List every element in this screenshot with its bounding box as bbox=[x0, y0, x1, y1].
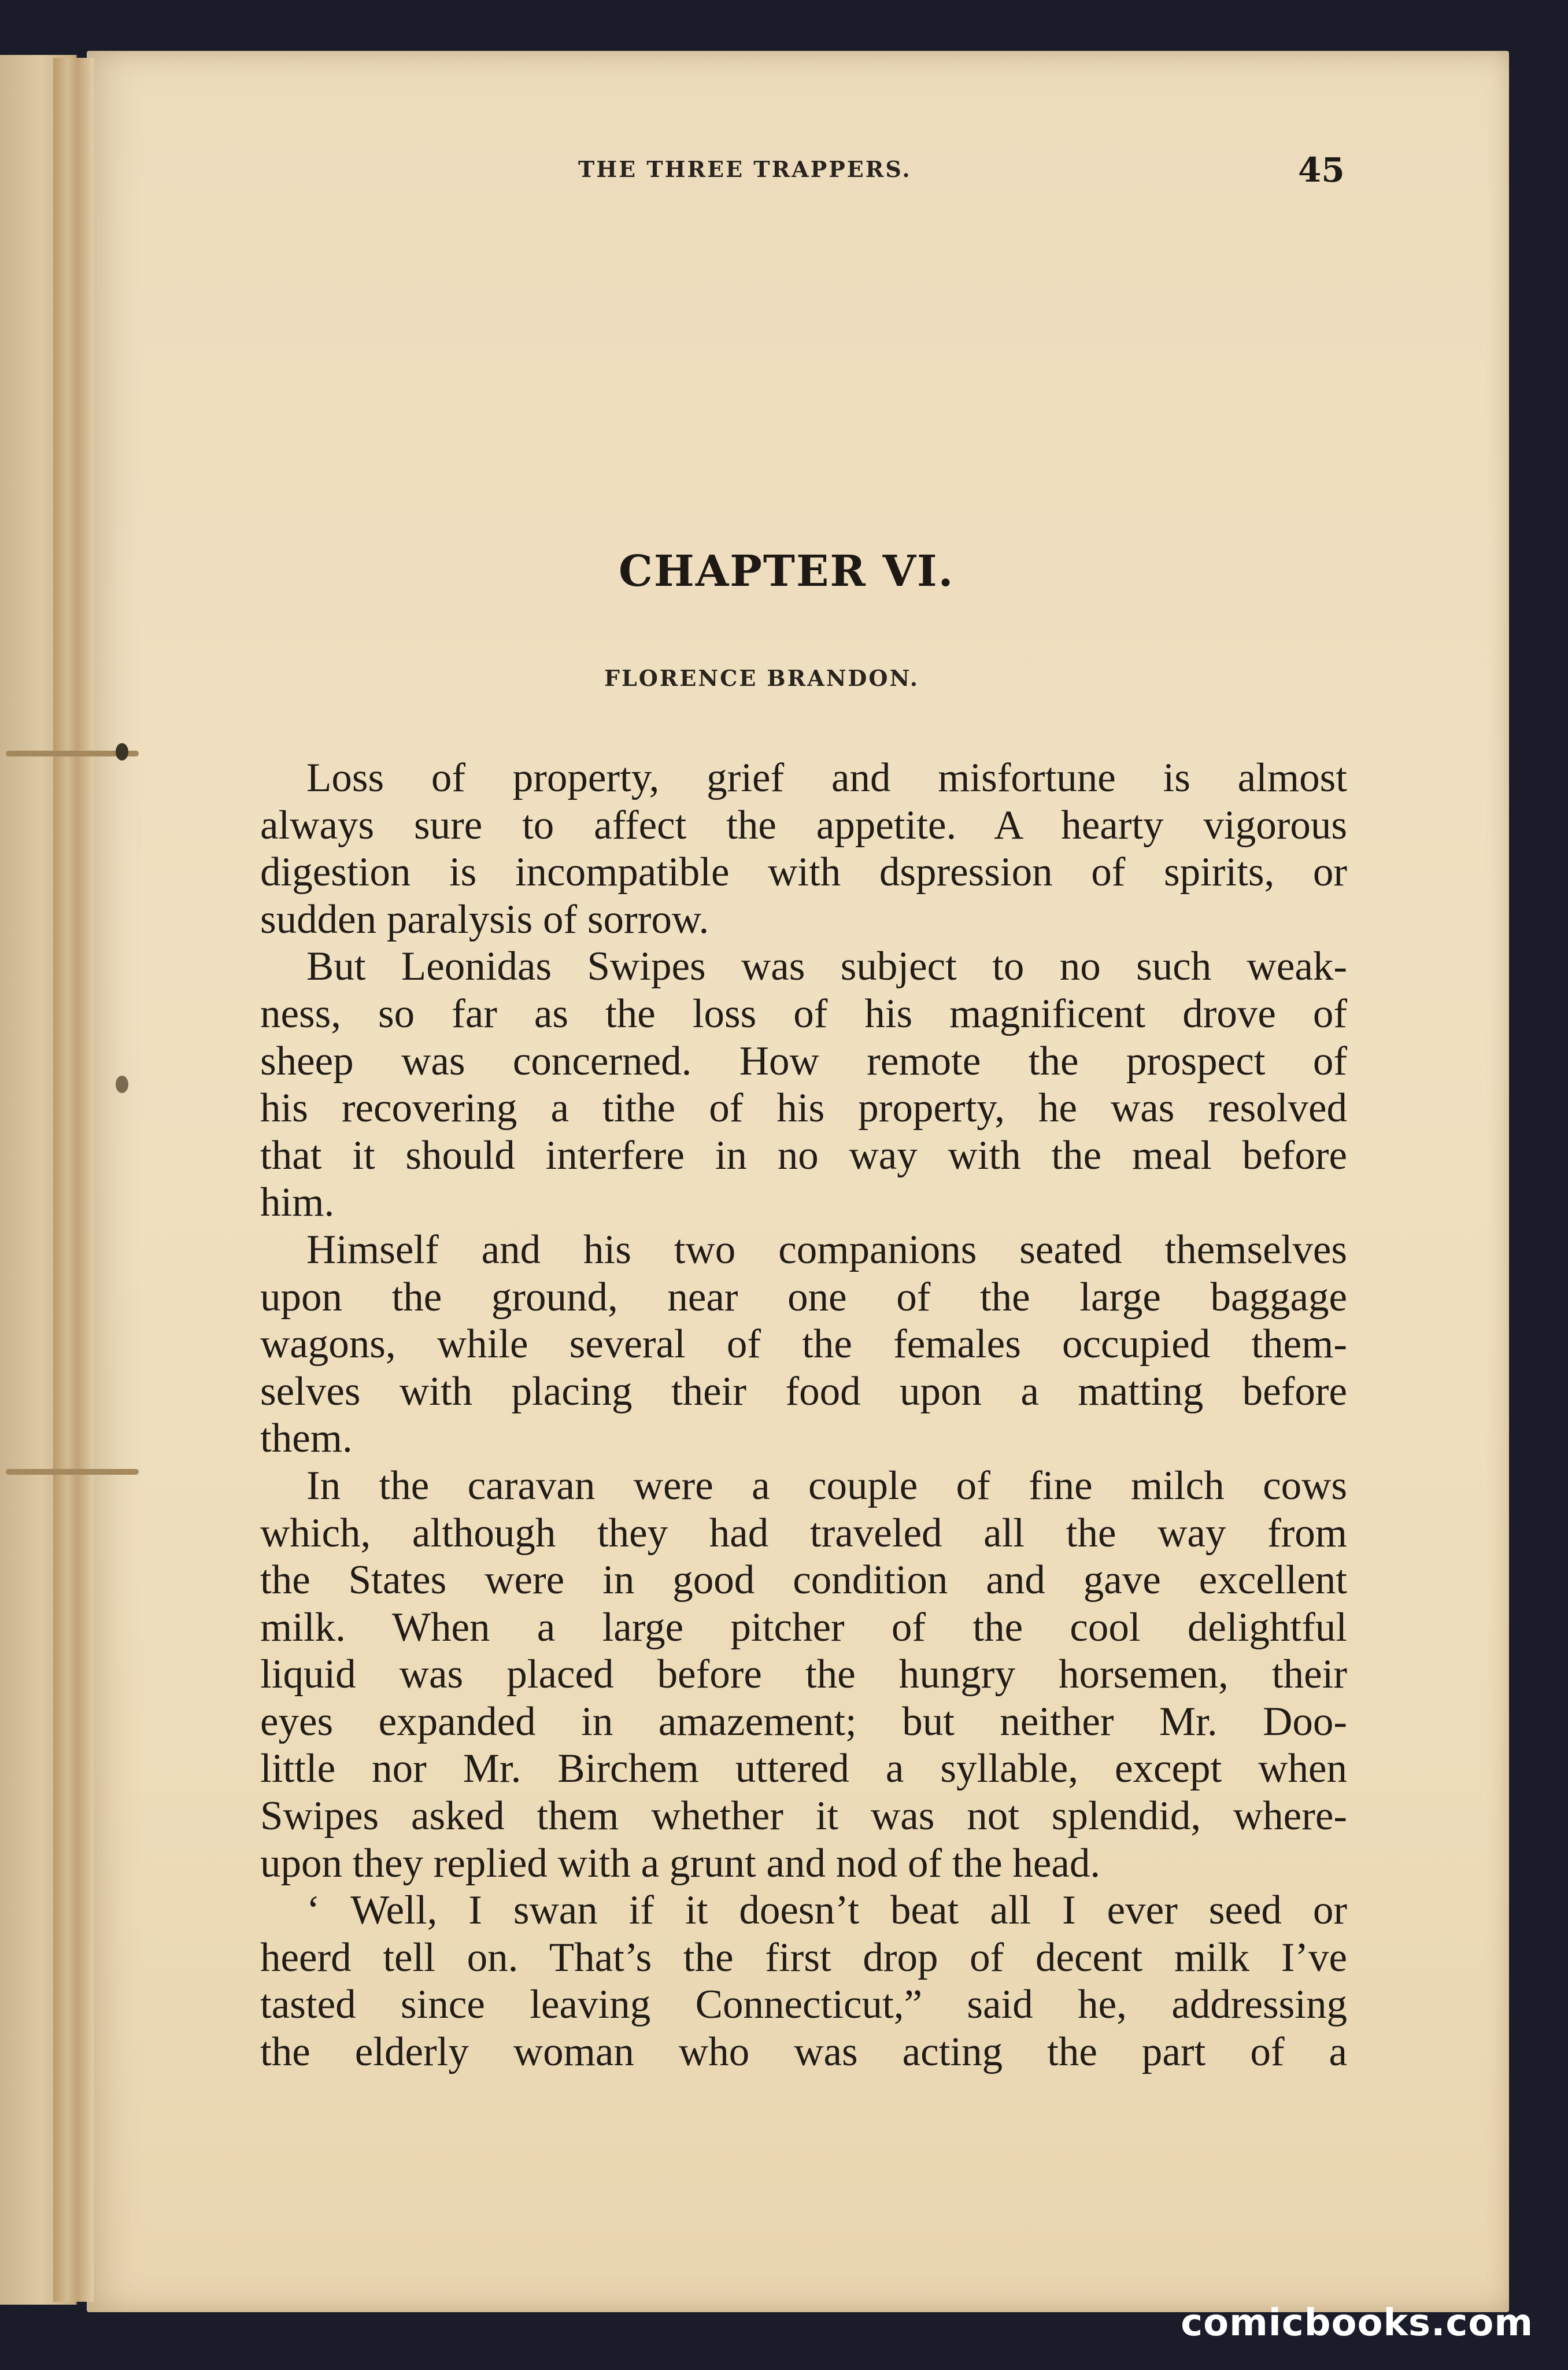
binding-hole bbox=[116, 1076, 128, 1093]
text-line: always sure to affect the appetite. A hearty vigorous bbox=[260, 802, 1347, 848]
text-line: the States were in good condition and gave excellent bbox=[260, 1557, 1347, 1603]
body-text bbox=[260, 755, 1347, 2076]
text-line: sudden paralysis of sorrow. bbox=[260, 896, 709, 942]
text-line: upon they replied with a grunt and nod of the head. bbox=[260, 1840, 1101, 1886]
page-number: 45 bbox=[1298, 150, 1345, 190]
text-line: In the caravan were a couple of fine milch cows bbox=[306, 1463, 1347, 1508]
text-line: milk. When a large pitcher of the cool delightful bbox=[260, 1604, 1347, 1650]
text-line: selves with placing their food upon a matting before bbox=[260, 1368, 1347, 1414]
text-line: wagons, while several of the females occupied them- bbox=[260, 1321, 1347, 1367]
text-line: Swipes asked them whether it was not splendid, where- bbox=[260, 1793, 1347, 1839]
watermark: comicbooks.com bbox=[1181, 2302, 1533, 2345]
text-line: the elderly woman who was acting the part of a bbox=[260, 2029, 1347, 2075]
text-line: liquid was placed before the hungry horsemen, their bbox=[260, 1652, 1347, 1697]
text-line: But Leonidas Swipes was subject to no such weak- bbox=[306, 944, 1347, 990]
book-gutter bbox=[53, 58, 94, 2302]
text-line: his recovering a tithe of his property, he was resolved bbox=[260, 1086, 1347, 1131]
text-line: upon the ground, near one of the large baggage bbox=[260, 1274, 1347, 1320]
text-line: ness, so far as the loss of his magnificent drove of bbox=[260, 991, 1347, 1036]
text-line: Himself and his two companions seated themselves bbox=[306, 1227, 1347, 1272]
text-line: ‘ Well, I swan if it doesn’t beat all I ever seed or bbox=[306, 1888, 1347, 1933]
text-line: them. bbox=[260, 1416, 353, 1461]
chapter-subtitle: FLORENCE BRANDON. bbox=[604, 665, 920, 691]
binding-thread bbox=[6, 1469, 139, 1475]
binding-hole bbox=[116, 743, 128, 761]
text-line: tasted since leaving Connecticut,” said he, addressing bbox=[260, 1982, 1347, 2028]
text-line: digestion is incompatible with dspression of spirits, or bbox=[260, 850, 1347, 895]
text-line: heerd tell on. That’s the first drop of decent milk I’ve bbox=[260, 1935, 1347, 1980]
text-line: sheep was concerned. How remote the prospect of bbox=[260, 1038, 1347, 1084]
chapter-title: CHAPTER VI. bbox=[619, 547, 955, 596]
text-line: little nor Mr. Birchem uttered a syllable, except when bbox=[260, 1746, 1347, 1792]
text-line: that it should interfere in no way with the meal before bbox=[260, 1132, 1347, 1178]
text-line: eyes expanded in amazement; but neither Mr. Doo- bbox=[260, 1699, 1347, 1744]
text-line: him. bbox=[260, 1180, 335, 1225]
text-line: Loss of property, grief and misfortune is almost bbox=[306, 755, 1347, 800]
text-line: which, although they had traveled all the way from bbox=[260, 1510, 1347, 1556]
running-head: THE THREE TRAPPERS. bbox=[578, 156, 912, 182]
